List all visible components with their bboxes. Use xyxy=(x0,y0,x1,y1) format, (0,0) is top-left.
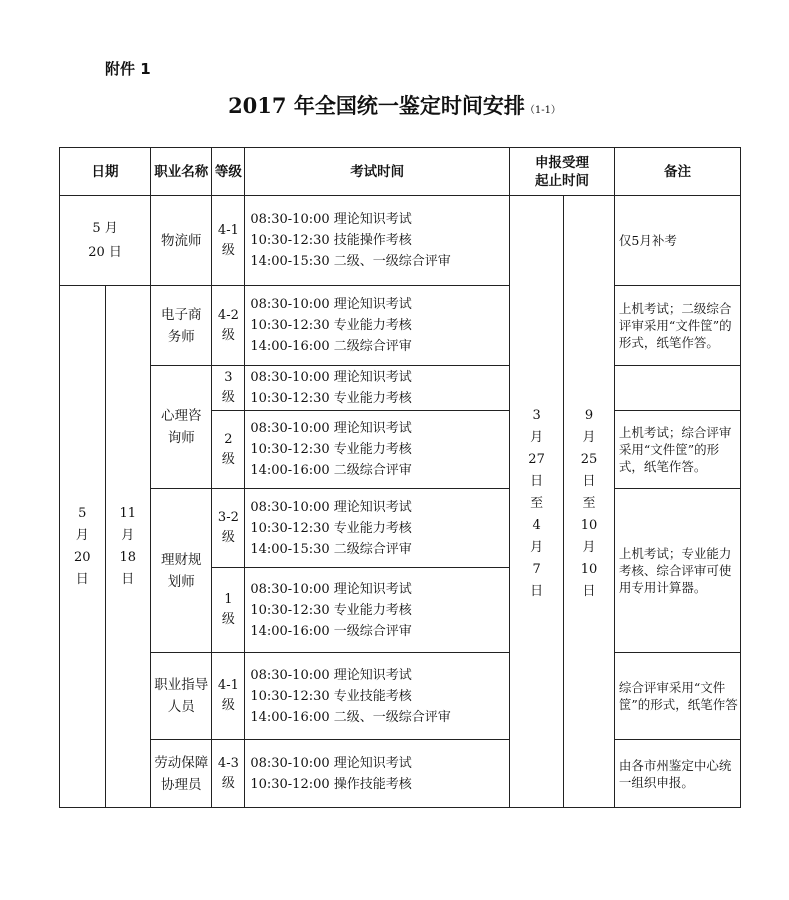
level-cell xyxy=(212,196,245,286)
exam-time-line: 14:00-15:30 二级、一级综合评审 xyxy=(250,254,451,269)
note-cell: 上机考试；专业能力考核、综合评审可使用专用计算器。 xyxy=(614,489,740,653)
job-name: 询师 xyxy=(167,430,195,446)
exam-time-line: 08:30-10:00 理论知识考试 xyxy=(250,212,412,227)
job-name: 协理员 xyxy=(161,776,202,793)
apply-start-char: 至 xyxy=(530,495,544,511)
note-cell: 上机考试；二级综合评审采用“文件筐”的形式，纸笔作答。 xyxy=(614,286,740,366)
header-level: 等级 xyxy=(212,148,245,196)
apply-end-char: 日 xyxy=(582,473,596,489)
exam-time-line: 10:30-12:30 专业能力考核 xyxy=(250,442,412,457)
job-name: 务师 xyxy=(167,328,195,345)
apply-end-cell xyxy=(564,196,615,808)
header-apply-line2: 起止时间 xyxy=(534,172,589,189)
apply-start-cell xyxy=(510,196,564,808)
level-cell xyxy=(212,286,245,366)
apply-start-char: 月 xyxy=(530,539,544,555)
table-row xyxy=(60,286,741,366)
level-text: 级 xyxy=(221,612,235,627)
exam-time-cell xyxy=(245,568,510,653)
date-char: 日 xyxy=(121,571,135,587)
note-cell-empty xyxy=(614,366,740,411)
apply-end-char: 10 xyxy=(580,517,598,533)
header-job: 职业名称 xyxy=(151,148,212,196)
level-text: 1 xyxy=(224,592,233,607)
job-name: 划师 xyxy=(167,573,195,590)
exam-time-cell xyxy=(245,411,510,489)
exam-time-line: 14:00-15:30 二级综合评审 xyxy=(250,541,412,557)
apply-end-char: 9 xyxy=(584,407,594,423)
level-cell xyxy=(212,568,245,653)
date-char: 月 xyxy=(75,527,89,543)
exam-time-line: 08:30-10:00 理论知识考试 xyxy=(250,667,412,683)
apply-start-char: 4 xyxy=(532,517,541,533)
table-row xyxy=(60,653,741,740)
level-text: 4-1 xyxy=(217,222,239,238)
exam-time-line: 08:30-10:00 理论知识考试 xyxy=(250,499,412,515)
document-title xyxy=(0,90,789,120)
note-cell: 上机考试；综合评审采用“文件筐”的形式，纸笔作答。 xyxy=(614,411,740,489)
apply-end-char: 25 xyxy=(580,451,598,467)
exam-time-line: 08:30-10:00 理论知识考试 xyxy=(250,370,412,385)
date-cell-group1 xyxy=(60,196,151,286)
level-cell xyxy=(212,740,245,808)
table-row xyxy=(60,489,741,568)
exam-time-cell xyxy=(245,740,510,808)
job-name: 物流师 xyxy=(161,232,202,249)
level-cell xyxy=(212,653,245,740)
date-col1-cell xyxy=(60,286,106,808)
date-col2-cell xyxy=(105,286,151,808)
exam-time-line: 08:30-10:00 理论知识考试 xyxy=(250,421,412,436)
exam-time-cell xyxy=(245,653,510,740)
job-name: 电子商 xyxy=(161,306,202,323)
exam-time-line: 14:00-16:00 二级、一级综合评审 xyxy=(250,709,451,725)
table-row xyxy=(60,740,741,808)
exam-time-cell xyxy=(245,366,510,411)
level-text: 级 xyxy=(221,390,235,405)
exam-time-cell xyxy=(245,286,510,366)
level-text: 级 xyxy=(221,530,235,545)
exam-time-line: 10:30-12:30 专业能力考核 xyxy=(250,602,412,618)
exam-time-line: 10:30-12:00 操作技能考核 xyxy=(250,776,412,792)
header-row xyxy=(60,148,741,196)
exam-time-cell xyxy=(245,489,510,568)
header-exam-time: 考试时间 xyxy=(245,148,510,196)
level-cell xyxy=(212,489,245,568)
job-name: 劳动保障 xyxy=(154,754,209,771)
job-name-cell xyxy=(151,366,212,489)
header-apply-line1: 申报受理 xyxy=(534,154,589,171)
exam-time-line: 10:30-12:30 专业能力考核 xyxy=(250,520,412,536)
date-char: 月 xyxy=(121,527,135,543)
schedule-table xyxy=(59,147,741,808)
job-name: 职业指导 xyxy=(154,677,209,693)
level-text: 4-3 xyxy=(217,755,239,771)
apply-end-char: 至 xyxy=(582,495,596,511)
note-cell: 由各市州鉴定中心统一组织申报。 xyxy=(614,740,740,808)
job-name: 理财规 xyxy=(161,551,202,568)
level-text: 级 xyxy=(221,451,235,467)
exam-time-line: 08:30-10:00 理论知识考试 xyxy=(250,581,412,597)
table-row xyxy=(60,196,741,286)
job-name-cell xyxy=(151,196,212,286)
apply-start-char: 27 xyxy=(528,451,545,467)
exam-time-line: 14:00-16:00 一级综合评审 xyxy=(250,623,412,639)
level-text: 级 xyxy=(221,327,235,343)
level-cell xyxy=(212,366,245,411)
apply-start-char: 日 xyxy=(530,473,544,489)
exam-time-line: 08:30-10:00 理论知识考试 xyxy=(250,755,412,771)
apply-end-char: 10 xyxy=(580,561,598,577)
title-main: 2017 年全国统一鉴定时间安排 xyxy=(228,93,525,118)
job-name: 心理咨 xyxy=(161,408,202,424)
date-char: 11 xyxy=(119,505,137,521)
apply-start-char: 3 xyxy=(532,407,541,423)
job-name-cell xyxy=(151,740,212,808)
job-name-cell xyxy=(151,653,212,740)
header-note: 备注 xyxy=(614,148,740,196)
note-cell: 仅5月补考 xyxy=(614,196,740,286)
apply-end-char: 月 xyxy=(582,539,596,555)
apply-end-char: 月 xyxy=(582,429,596,445)
date-text: 5 月 xyxy=(92,220,118,236)
level-text: 3-2 xyxy=(217,510,239,525)
exam-time-cell xyxy=(245,196,510,286)
level-text: 3 xyxy=(224,370,233,385)
exam-time-line: 10:30-12:30 技能操作考核 xyxy=(250,233,412,248)
level-text: 4-1 xyxy=(217,678,239,693)
exam-time-line: 14:00-16:00 二级综合评审 xyxy=(250,463,412,478)
job-name: 人员 xyxy=(167,699,195,715)
apply-start-char: 7 xyxy=(532,561,541,577)
date-char: 日 xyxy=(75,571,89,587)
level-text: 2 xyxy=(224,431,233,447)
level-text: 级 xyxy=(221,775,235,791)
job-name-cell xyxy=(151,489,212,653)
exam-time-line: 10:30-12:30 专业能力考核 xyxy=(250,318,412,333)
note-cell: 综合评审采用“文件筐”的形式，纸笔作答 xyxy=(614,653,740,740)
level-text: 级 xyxy=(221,698,235,713)
date-char: 20 xyxy=(73,549,91,565)
exam-time-line: 10:30-12:30 专业技能考核 xyxy=(250,688,412,704)
level-text: 级 xyxy=(221,242,235,258)
header-apply-period xyxy=(510,148,615,196)
date-text: 20 日 xyxy=(88,244,122,260)
exam-time-line: 14:00-16:00 二级综合评审 xyxy=(250,339,412,354)
header-date: 日期 xyxy=(60,148,151,196)
date-char: 18 xyxy=(119,549,137,565)
title-sub: （1-1） xyxy=(524,105,561,116)
level-cell xyxy=(212,411,245,489)
date-char: 5 xyxy=(78,505,87,521)
apply-start-char: 日 xyxy=(530,583,544,599)
level-text: 4-2 xyxy=(217,307,239,323)
attachment-label: 附件 1 xyxy=(105,60,151,78)
apply-end-char: 日 xyxy=(582,583,596,599)
exam-time-line: 08:30-10:00 理论知识考试 xyxy=(250,297,412,312)
exam-time-line: 10:30-12:30 专业能力考核 xyxy=(250,391,412,406)
job-name-cell xyxy=(151,286,212,366)
apply-start-char: 月 xyxy=(530,429,544,445)
table-row xyxy=(60,366,741,411)
